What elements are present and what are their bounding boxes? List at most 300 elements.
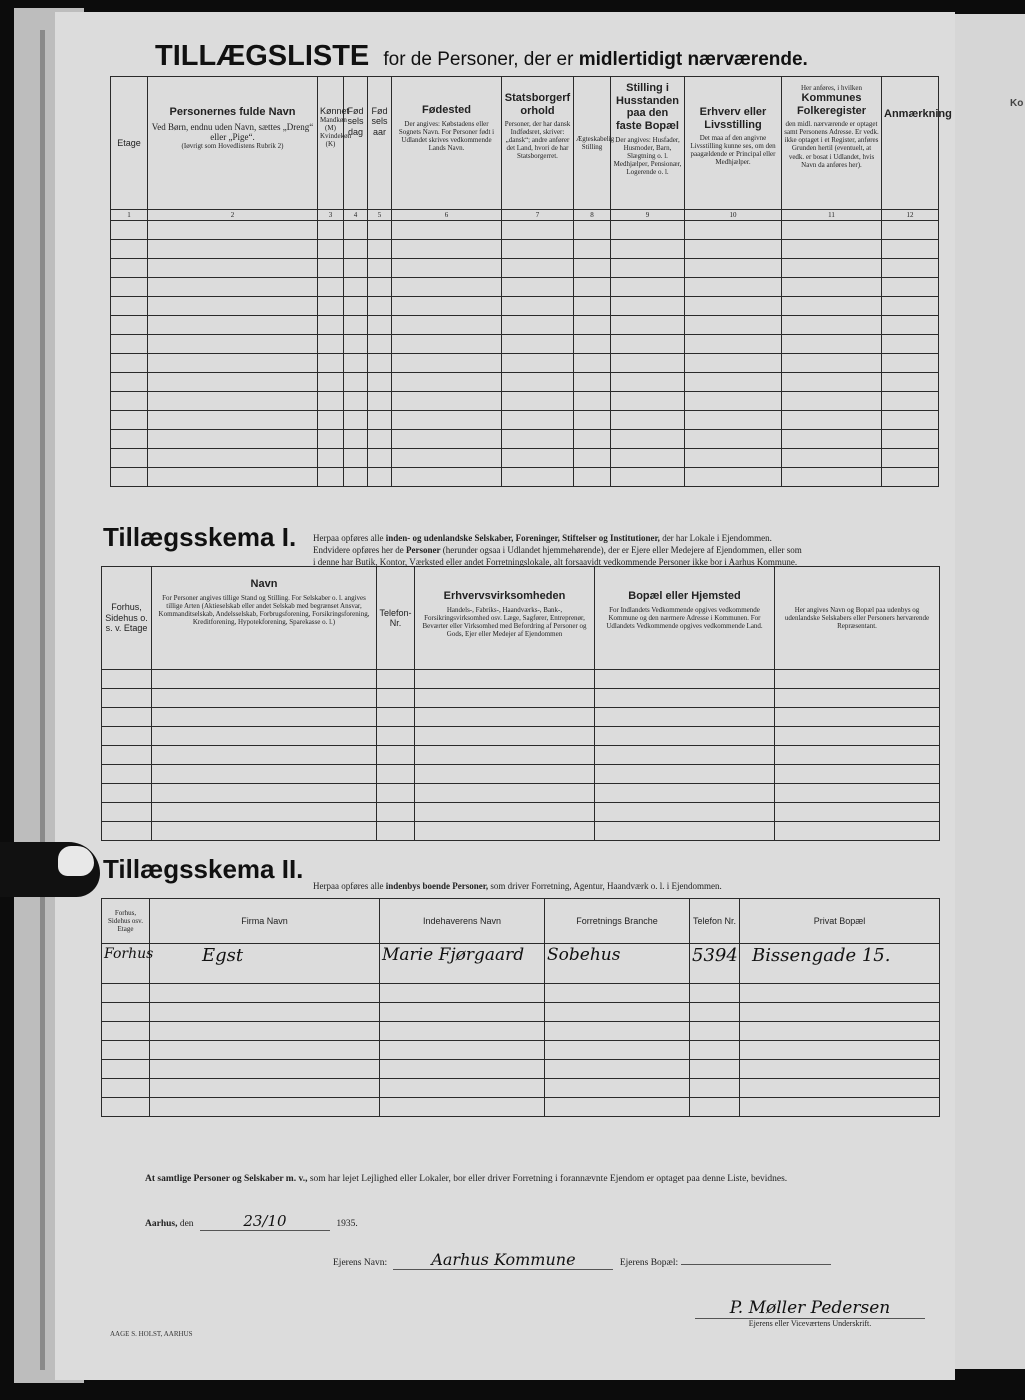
empty-cell: [344, 411, 368, 430]
empty-cell: [882, 373, 939, 392]
empty-cell: [148, 240, 318, 259]
empty-cell: [574, 259, 611, 278]
empty-cell: [150, 1003, 380, 1022]
t1-h-folkeregister: Her anføres, i hvilken Kommunes Folkeregister den midl. nærværende er optaget samt Personens Adresse. Er vedk. ikke optaget i et Register, anføres Grunden hertil (eventuelt, at vedk. er bosat i Udlandet, hvis Navn da anføres her).: [782, 77, 882, 210]
table-row: [102, 765, 940, 784]
table1-body: [111, 221, 939, 487]
empty-cell: [368, 335, 392, 354]
empty-cell: [111, 297, 148, 316]
empty-cell: [344, 316, 368, 335]
empty-cell: [415, 803, 595, 822]
empty-cell: [148, 316, 318, 335]
empty-cell: [102, 1041, 150, 1060]
empty-cell: [344, 259, 368, 278]
empty-cell: [148, 297, 318, 316]
table-row: [102, 746, 940, 765]
empty-cell: [574, 335, 611, 354]
empty-cell: [102, 822, 152, 841]
empty-cell: [318, 259, 344, 278]
empty-cell: [377, 765, 415, 784]
empty-cell: [782, 297, 882, 316]
empty-cell: [685, 468, 782, 487]
empty-cell: [502, 316, 574, 335]
empty-cell: [415, 784, 595, 803]
empty-cell: [415, 727, 595, 746]
empty-cell: [377, 746, 415, 765]
s2-etage-cell: Forhus: [102, 944, 150, 984]
table1-number-row: 1 2 3 4 5 6 7 8 9 10 11 12: [111, 210, 939, 221]
empty-cell: [782, 430, 882, 449]
empty-cell: [318, 430, 344, 449]
empty-cell: [685, 449, 782, 468]
t1-h-erhverv: Erhverv eller Livsstilling Det maa af den angivne Livsstilling kunne ses, om den paagældende er Principal eller Medhjælper.: [685, 77, 782, 210]
empty-cell: [368, 316, 392, 335]
table-row: [102, 1079, 940, 1098]
empty-cell: [152, 746, 377, 765]
empty-cell: [392, 411, 502, 430]
empty-cell: [148, 430, 318, 449]
empty-cell: [740, 1041, 940, 1060]
empty-cell: [611, 392, 685, 411]
empty-cell: [611, 373, 685, 392]
empty-cell: [595, 670, 775, 689]
table-row: [102, 1022, 940, 1041]
empty-cell: [102, 670, 152, 689]
schema1-header-row: [102, 567, 940, 670]
empty-cell: [148, 335, 318, 354]
empty-cell: [318, 468, 344, 487]
empty-cell: [415, 708, 595, 727]
empty-cell: [611, 259, 685, 278]
empty-cell: [318, 411, 344, 430]
empty-cell: [782, 354, 882, 373]
empty-cell: [502, 449, 574, 468]
empty-cell: [392, 430, 502, 449]
empty-cell: [148, 373, 318, 392]
empty-cell: [148, 259, 318, 278]
empty-cell: [368, 240, 392, 259]
empty-cell: [148, 411, 318, 430]
empty-cell: [595, 822, 775, 841]
empty-cell: [595, 708, 775, 727]
schema2-title: Tillægsskema II.: [103, 854, 304, 884]
s1-h-etage: Forhus, Sidehus o. s. v. Etage: [102, 567, 152, 670]
empty-cell: [392, 335, 502, 354]
empty-cell: [368, 449, 392, 468]
empty-cell: [102, 765, 152, 784]
empty-cell: [611, 449, 685, 468]
printer-mark: AAGE S. HOLST, AARHUS: [110, 1330, 193, 1338]
empty-cell: [685, 316, 782, 335]
empty-cell: [102, 727, 152, 746]
empty-cell: [775, 670, 940, 689]
empty-cell: [882, 221, 939, 240]
empty-cell: [882, 335, 939, 354]
empty-cell: [111, 278, 148, 297]
empty-cell: [344, 297, 368, 316]
empty-cell: [380, 1041, 545, 1060]
empty-cell: [502, 259, 574, 278]
empty-cell: [392, 240, 502, 259]
empty-cell: [690, 1079, 740, 1098]
empty-cell: [392, 392, 502, 411]
s1-h-navn: Navn For Personer angives tillige Stand og Stilling. For Selskaber o. l. angives tillige Arten (Aktieselskab eller andet Selskab med begrænset Ansvar, Kommanditselskab, Andelsselskab, Forbrugsforening, Forsikringsforening, Kreditforening, Hypotekforening, Sparekasse o. l.): [152, 567, 377, 670]
empty-cell: [377, 670, 415, 689]
empty-cell: [782, 392, 882, 411]
empty-cell: [111, 430, 148, 449]
empty-cell: [344, 335, 368, 354]
s1-h-bopael: Bopæl eller Hjemsted For Indlandets Vedkommende opgives vedkommende Kommune og den nærmere Adresse i Kommunen. For Udlandets Vedkommende opgives vedkommende Land.: [595, 567, 775, 670]
empty-cell: [611, 335, 685, 354]
empty-cell: [502, 221, 574, 240]
empty-cell: [380, 1098, 545, 1117]
empty-cell: [392, 468, 502, 487]
empty-cell: [102, 1060, 150, 1079]
t1-h-foedested: Fødested Der angives: Købstadens eller Sognets Navn. For Personer født i Udlandet skrives vedkommende Lands Navn.: [392, 77, 502, 210]
table-row: [111, 221, 939, 240]
empty-cell: [545, 984, 690, 1003]
table-row: [111, 354, 939, 373]
empty-cell: [318, 354, 344, 373]
empty-cell: [611, 411, 685, 430]
empty-cell: [685, 373, 782, 392]
empty-cell: [368, 430, 392, 449]
empty-cell: [102, 708, 152, 727]
empty-cell: [344, 449, 368, 468]
empty-cell: [685, 392, 782, 411]
empty-cell: [152, 708, 377, 727]
empty-cell: [152, 803, 377, 822]
empty-cell: [392, 259, 502, 278]
empty-cell: [782, 449, 882, 468]
empty-cell: [685, 297, 782, 316]
empty-cell: [740, 1003, 940, 1022]
empty-cell: [782, 468, 882, 487]
empty-cell: [775, 746, 940, 765]
empty-cell: [685, 335, 782, 354]
empty-cell: [344, 430, 368, 449]
empty-cell: [415, 670, 595, 689]
s2-h-firma: Firma Navn: [150, 899, 380, 944]
empty-cell: [782, 411, 882, 430]
empty-cell: [111, 316, 148, 335]
signature-label: Ejerens eller Viceværtens Underskrift.: [748, 1319, 872, 1328]
empty-cell: [882, 468, 939, 487]
empty-cell: [102, 1003, 150, 1022]
empty-cell: [882, 240, 939, 259]
schema2-note: Herpaa opføres alle indenbys boende Personer, som driver Forretning, Agentur, Haandværk o. l. i Ejendommen.: [313, 881, 722, 891]
t1-h-aegteskabelig: Ægteskabelig Stilling: [574, 77, 611, 210]
table-schema2: [101, 898, 940, 1117]
empty-cell: [148, 468, 318, 487]
empty-cell: [150, 1079, 380, 1098]
empty-cell: [380, 1060, 545, 1079]
empty-cell: [545, 1041, 690, 1060]
s2-h-etage: Forhus, Sidehus osv. Etage: [102, 899, 150, 944]
empty-cell: [111, 411, 148, 430]
empty-cell: [368, 392, 392, 411]
empty-cell: [502, 354, 574, 373]
t1-h-etage: Etage: [111, 77, 148, 210]
empty-cell: [148, 354, 318, 373]
empty-cell: [102, 746, 152, 765]
empty-cell: [377, 784, 415, 803]
empty-cell: [368, 259, 392, 278]
s1-h-erhverv: Erhvervsvirksomheden Handels-, Fabriks-, Haandværks-, Bank-, Forsikringsvirksomhed osv. Læge, Sagfører, Entreprenør, Beværter eller Virksomhed med Befordring af Personer og Gods, Ejer eller Medejer af Ejendommen: [415, 567, 595, 670]
empty-cell: [685, 430, 782, 449]
empty-cell: [685, 240, 782, 259]
empty-cell: [690, 1003, 740, 1022]
empty-cell: [782, 335, 882, 354]
t1-h-koennet: Kønnet Mandkøn (M) Kvindekøn (K): [318, 77, 344, 210]
table-row: [102, 784, 940, 803]
empty-cell: [344, 392, 368, 411]
t1-h-anmaerkning: Anmærkning: [882, 77, 939, 210]
empty-cell: [611, 430, 685, 449]
empty-cell: [368, 221, 392, 240]
empty-cell: [775, 784, 940, 803]
empty-cell: [775, 822, 940, 841]
empty-cell: [150, 1022, 380, 1041]
table-row: [111, 430, 939, 449]
empty-cell: [318, 316, 344, 335]
table-row: [111, 411, 939, 430]
empty-cell: [782, 373, 882, 392]
empty-cell: [775, 803, 940, 822]
s2-h-privat: Privat Bopæl: [740, 899, 940, 944]
empty-cell: [690, 1022, 740, 1041]
table-row: [102, 708, 940, 727]
empty-cell: [102, 803, 152, 822]
empty-cell: [690, 984, 740, 1003]
empty-cell: [102, 689, 152, 708]
empty-cell: [595, 765, 775, 784]
empty-cell: [502, 297, 574, 316]
s2-firma-cell: Egst: [150, 944, 380, 984]
empty-cell: [574, 468, 611, 487]
empty-cell: [685, 354, 782, 373]
empty-cell: [545, 1060, 690, 1079]
empty-cell: [882, 278, 939, 297]
empty-cell: [344, 240, 368, 259]
empty-cell: [377, 803, 415, 822]
empty-cell: [611, 278, 685, 297]
empty-cell: [152, 689, 377, 708]
empty-cell: [574, 392, 611, 411]
empty-cell: [344, 373, 368, 392]
s2-bopael-cell: Bissengade 15.: [740, 944, 940, 984]
table-row: [102, 1041, 940, 1060]
s2-h-indehaver: Indehaverens Navn: [380, 899, 545, 944]
empty-cell: [111, 335, 148, 354]
empty-cell: [111, 373, 148, 392]
empty-cell: [574, 373, 611, 392]
empty-cell: [102, 1079, 150, 1098]
table-schema1: [101, 566, 940, 841]
empty-cell: [690, 1098, 740, 1117]
empty-cell: [782, 259, 882, 278]
empty-cell: [318, 278, 344, 297]
empty-cell: [574, 354, 611, 373]
empty-cell: [392, 373, 502, 392]
table-row: [102, 670, 940, 689]
empty-cell: [392, 449, 502, 468]
empty-cell: [775, 689, 940, 708]
empty-cell: [318, 392, 344, 411]
empty-cell: [690, 1041, 740, 1060]
empty-cell: [611, 240, 685, 259]
empty-cell: [882, 430, 939, 449]
empty-cell: [611, 354, 685, 373]
empty-cell: [111, 259, 148, 278]
empty-cell: [574, 297, 611, 316]
empty-cell: [685, 221, 782, 240]
empty-cell: [545, 1079, 690, 1098]
schema2-header-row: [102, 899, 940, 944]
schema1-title: Tillægsskema I.: [103, 522, 297, 552]
empty-cell: [368, 468, 392, 487]
s2-h-telefon: Telefon Nr.: [690, 899, 740, 944]
empty-cell: [611, 316, 685, 335]
empty-cell: [775, 765, 940, 784]
empty-cell: [502, 335, 574, 354]
empty-cell: [150, 1041, 380, 1060]
declaration: At samtlige Personer og Selskaber m. v., som har lejet Lejlighed eller Lokaler, bor eller driver Forretning i forannævnte Ejendom er optaget paa denne Liste, bevidnes.: [145, 1174, 788, 1184]
s2-telefon-cell: 5394: [690, 944, 740, 984]
empty-cell: [415, 689, 595, 708]
empty-cell: [545, 1003, 690, 1022]
empty-cell: [611, 468, 685, 487]
empty-cell: [152, 822, 377, 841]
empty-cell: [318, 335, 344, 354]
table-row: [111, 468, 939, 487]
empty-cell: [685, 411, 782, 430]
table-row: [102, 803, 940, 822]
table-row: [111, 392, 939, 411]
table-row: [102, 984, 940, 1003]
empty-cell: [611, 221, 685, 240]
empty-cell: [595, 727, 775, 746]
table-row: [102, 1003, 940, 1022]
empty-cell: [368, 373, 392, 392]
empty-cell: [148, 221, 318, 240]
place-date: Aarhus, den 23/10 1935.: [145, 1212, 358, 1230]
schema2-body: [102, 984, 940, 1117]
table-row: [102, 822, 940, 841]
empty-cell: [882, 392, 939, 411]
empty-cell: [368, 411, 392, 430]
empty-cell: [415, 765, 595, 784]
empty-cell: [782, 278, 882, 297]
empty-cell: [377, 822, 415, 841]
empty-cell: [595, 803, 775, 822]
table-row: [102, 1060, 940, 1079]
table-row: [111, 278, 939, 297]
empty-cell: [152, 670, 377, 689]
empty-cell: [545, 1098, 690, 1117]
empty-cell: [111, 449, 148, 468]
schema1-body: [102, 670, 940, 841]
empty-cell: [740, 1022, 940, 1041]
empty-cell: [392, 221, 502, 240]
empty-cell: [318, 449, 344, 468]
empty-cell: [690, 1060, 740, 1079]
form-title: [155, 40, 808, 73]
empty-cell: [502, 468, 574, 487]
form-title-main: TILLÆGSLISTE: [155, 40, 370, 72]
empty-cell: [502, 240, 574, 259]
empty-cell: [882, 411, 939, 430]
empty-cell: [782, 221, 882, 240]
empty-cell: [574, 449, 611, 468]
empty-cell: [148, 449, 318, 468]
table-row: [102, 727, 940, 746]
schema2-entry-row: [102, 944, 940, 984]
empty-cell: [611, 297, 685, 316]
empty-cell: [882, 354, 939, 373]
empty-cell: [152, 784, 377, 803]
empty-cell: [111, 240, 148, 259]
empty-cell: [392, 354, 502, 373]
empty-cell: [318, 297, 344, 316]
empty-cell: [775, 708, 940, 727]
empty-cell: [368, 354, 392, 373]
empty-cell: [502, 430, 574, 449]
empty-cell: [148, 392, 318, 411]
empty-cell: [344, 354, 368, 373]
empty-cell: [102, 784, 152, 803]
empty-cell: [775, 727, 940, 746]
empty-cell: [380, 1003, 545, 1022]
empty-cell: [502, 278, 574, 297]
empty-cell: [882, 449, 939, 468]
empty-cell: [111, 392, 148, 411]
s2-branche-cell: Sobehus: [545, 944, 690, 984]
empty-cell: [740, 1060, 940, 1079]
table-tillaegsliste: [110, 76, 952, 487]
empty-cell: [380, 1022, 545, 1041]
t1-h-navn: Personernes fulde Navn Ved Børn, endnu uden Navn, sættes „Dreng“ eller „Pige“. (Iøvrigt som Hovedlistens Rubrik 2): [148, 77, 318, 210]
empty-cell: [152, 727, 377, 746]
table-row: [111, 240, 939, 259]
empty-cell: [318, 221, 344, 240]
empty-cell: [782, 316, 882, 335]
empty-cell: [377, 727, 415, 746]
empty-cell: [150, 984, 380, 1003]
empty-cell: [574, 316, 611, 335]
empty-cell: [344, 468, 368, 487]
empty-cell: [595, 746, 775, 765]
empty-cell: [111, 221, 148, 240]
table-row: [111, 373, 939, 392]
owner-name-line: Ejerens Navn: Aarhus Kommune Ejerens Bopæl:: [333, 1250, 831, 1270]
empty-cell: [545, 1022, 690, 1041]
empty-cell: [882, 297, 939, 316]
page-spine: [40, 30, 45, 1370]
adjacent-page-fragment: Ko: [1010, 98, 1024, 109]
empty-cell: [344, 221, 368, 240]
form-page: [55, 12, 955, 1380]
empty-cell: [150, 1060, 380, 1079]
table-row: [102, 1098, 940, 1117]
empty-cell: [368, 297, 392, 316]
t1-h-stilling: Stilling i Husstanden paa den faste Bopæl Der angives: Husfader, Husmoder, Barn, Slægtning o. l. Medhjælper, Pensionær, Logerende o. l.: [611, 77, 685, 210]
empty-cell: [392, 297, 502, 316]
s1-h-telefon: Telefon-Nr.: [377, 567, 415, 670]
empty-cell: [502, 411, 574, 430]
table-row: [111, 449, 939, 468]
empty-cell: [111, 468, 148, 487]
